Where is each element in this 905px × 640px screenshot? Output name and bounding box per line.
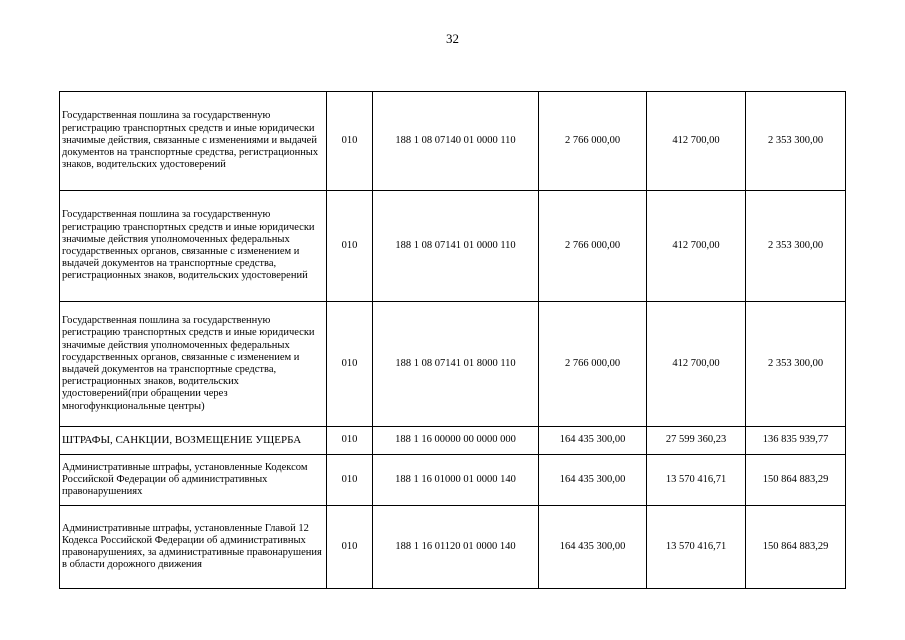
kbk-cell: 188 1 08 07141 01 8000 110 [373, 302, 539, 427]
admin-code-cell: 010 [327, 92, 373, 191]
table-row [60, 302, 846, 427]
value-cell-3: 2 353 300,00 [746, 302, 846, 427]
value-cell-3: 150 864 883,29 [746, 506, 846, 589]
row-name: ШТРАФЫ, САНКЦИИ, ВОЗМЕЩЕНИЕ УЩЕРБА [60, 427, 327, 455]
revenue-table [59, 91, 846, 589]
row-name: Административные штрафы, установленные Кодексом Российской Федерации об административных правонарушениях [60, 455, 327, 506]
table-row [60, 506, 846, 589]
value-cell-2: 13 570 416,71 [647, 455, 746, 506]
value-cell-3: 2 353 300,00 [746, 92, 846, 191]
value-cell-1: 2 766 000,00 [539, 92, 647, 191]
value-cell-1: 164 435 300,00 [539, 506, 647, 589]
page-number: 32 [446, 31, 459, 46]
value-cell-2: 412 700,00 [647, 92, 746, 191]
value-cell-1: 2 766 000,00 [539, 302, 647, 427]
admin-code-cell: 010 [327, 506, 373, 589]
kbk-cell: 188 1 16 01120 01 0000 140 [373, 506, 539, 589]
admin-code-cell: 010 [327, 191, 373, 302]
table-row [60, 92, 846, 191]
kbk-cell: 188 1 08 07141 01 0000 110 [373, 191, 539, 302]
value-cell-1: 164 435 300,00 [539, 427, 647, 455]
table-row [60, 427, 846, 455]
value-cell-2: 412 700,00 [647, 302, 746, 427]
table-row [60, 455, 846, 506]
kbk-cell: 188 1 16 00000 00 0000 000 [373, 427, 539, 455]
kbk-cell: 188 1 08 07140 01 0000 110 [373, 92, 539, 191]
value-cell-2: 412 700,00 [647, 191, 746, 302]
row-name: Государственная пошлина за государственную регистрацию транспортных средств и иные юридически значимые действия уполномоченных федеральных государственных органов, связанные с изменением и выдачей документов на транспортные средства, регистрационных знаков, водительских удостоверений [60, 191, 327, 302]
table-row [60, 191, 846, 302]
value-cell-2: 27 599 360,23 [647, 427, 746, 455]
value-cell-1: 2 766 000,00 [539, 191, 647, 302]
value-cell-3: 2 353 300,00 [746, 191, 846, 302]
value-cell-1: 164 435 300,00 [539, 455, 647, 506]
row-name: Государственная пошлина за государственную регистрацию транспортных средств и иные юридически значимые действия, связанные с изменениями и выдачей документов на транспортные средства, регистрационных знаков, водительских удостоверений [60, 92, 327, 191]
row-name: Государственная пошлина за государственную регистрацию транспортных средств и иные юридически значимые действия уполномоченных федеральных государственных органов, связанные с изменением и выдачей документов на транспортные средства, регистрационных знаков, водительских удостоверений(при обращении через многофункциональные центры) [60, 302, 327, 427]
value-cell-3: 136 835 939,77 [746, 427, 846, 455]
kbk-cell: 188 1 16 01000 01 0000 140 [373, 455, 539, 506]
admin-code-cell: 010 [327, 427, 373, 455]
admin-code-cell: 010 [327, 302, 373, 427]
admin-code-cell: 010 [327, 455, 373, 506]
value-cell-3: 150 864 883,29 [746, 455, 846, 506]
value-cell-2: 13 570 416,71 [647, 506, 746, 589]
row-name: Административные штрафы, установленные Главой 12 Кодекса Российской Федерации об административных правонарушениях, за административные правонарушения в области дорожного движения [60, 506, 327, 589]
